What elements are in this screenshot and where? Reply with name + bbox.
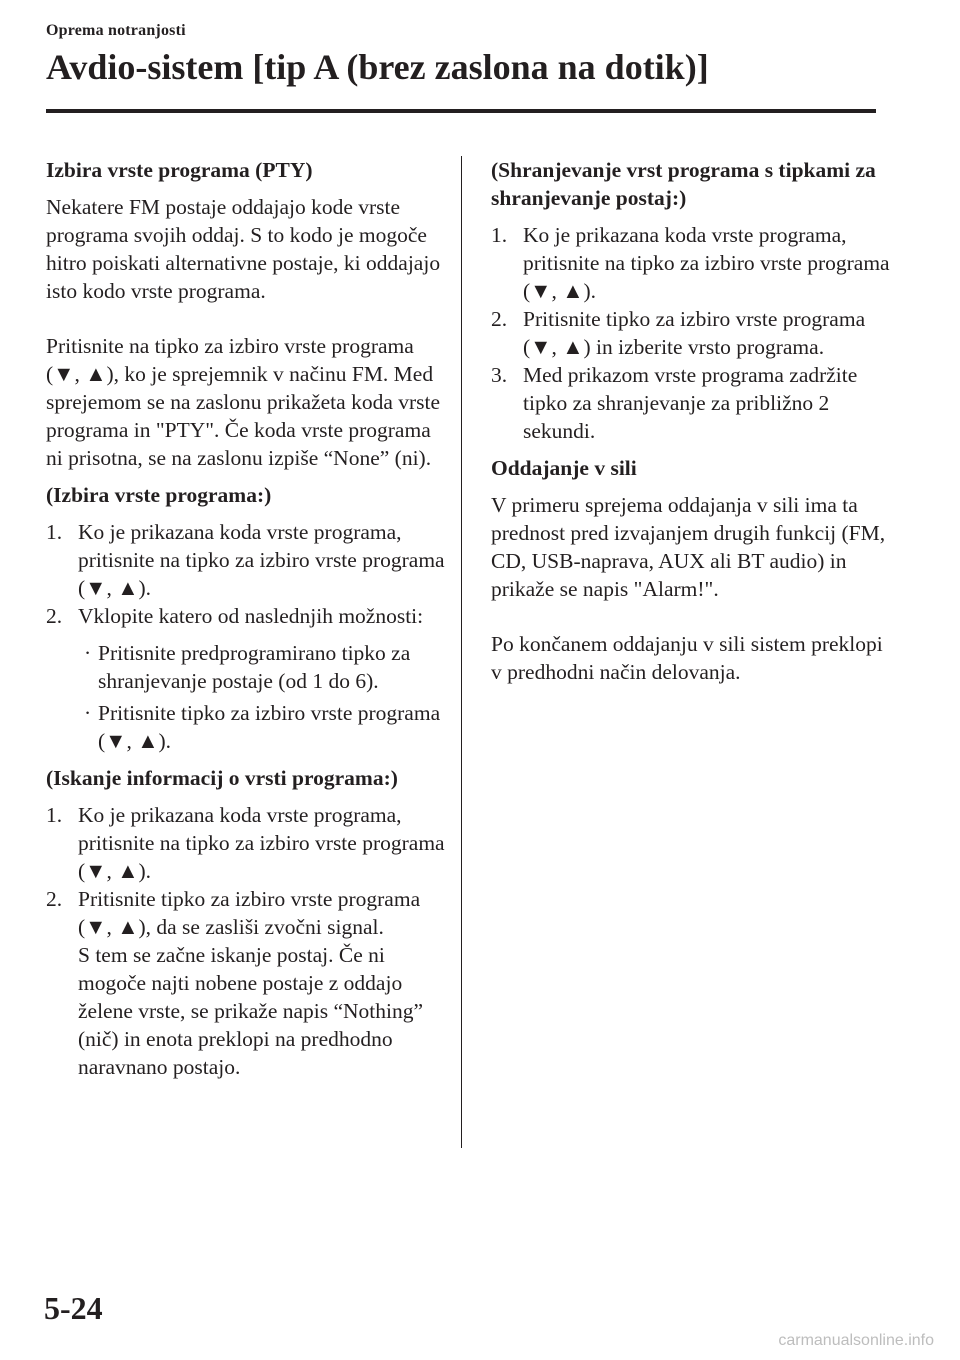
left-column xyxy=(46,156,446,1090)
bullet-item: · Pritisnite predprogramirano tipko za shranjevanje postaje (od 1 do 6). xyxy=(84,641,411,693)
pty-heading: Izbira vrste programa (PTY) xyxy=(46,158,313,182)
list-item: 3. Med prikazom vrste programa zadržite tipko za shranjevanje za približno 2 sekundi. xyxy=(491,363,858,443)
spacer xyxy=(46,314,446,332)
spacer xyxy=(491,612,891,630)
list-item: 1. Ko je prikazana koda vrste programa, pritisnite na tipko za izbiro vrste programa (▼, ▲). xyxy=(46,520,445,600)
pty-intro: Nekatere FM postaje oddajajo kode vrste programa svojih oddaj. S to kodo je mogoče hitro poiskati alternativne postaje, ki oddajajo isto kodo vrste programa. xyxy=(46,195,441,303)
page-number: 5-24 xyxy=(44,1290,103,1326)
search-note: S tem se začne iskanje postaj. Če ni mogoče najti nobene postaje z oddajo želene vrste, se prikaže napis “Nothing” (nič) in enota preklopi na predhodno naravnano postajo. xyxy=(78,943,424,1079)
right-column xyxy=(491,156,891,695)
list-item: 2. Pritisnite tipko za izbiro vrste programa (▼, ▲), da se zasliši zvočni signal. S tem se začne iskanje postaj. Če ni mogoče najti nobene postaje z oddajo želene vrste, se prikaže napis “Nothing” (nič) in enota preklopi na predhodno naravnano postajo. xyxy=(46,885,446,1081)
pty-press-text: Pritisnite na tipko za izbiro vrste programa (▼, ▲), ko je sprejemnik v načinu FM. Med sprejemom se na zaslonu prikažeta koda vrste programa in "PTY". Če koda vrste programa ni prisotna, se na zaslonu izpiše “None” (ni). xyxy=(46,334,441,470)
list-item: 2. Pritisnite tipko za izbiro vrste programa (▼, ▲) in izberite vrsto programa. xyxy=(491,307,866,359)
select-bullets xyxy=(46,639,446,755)
search-heading: (Iskanje informacij o vrsti programa:) xyxy=(46,766,398,790)
bullet-item: · Pritisnite tipko za izbiro vrste programa (▼, ▲). xyxy=(84,701,441,753)
emergency-heading: Oddajanje v sili xyxy=(491,456,637,480)
list-item: 1. Ko je prikazana koda vrste programa, pritisnite na tipko za izbiro vrste programa (▼, ▲). xyxy=(46,803,445,883)
select-steps xyxy=(46,518,446,630)
select-heading: (Izbira vrste programa:) xyxy=(46,483,272,507)
emergency-after-text: Po končanem oddajanju v sili sistem preklopi v predhodni način delovanja. xyxy=(491,632,883,684)
column-divider xyxy=(461,156,462,1148)
store-heading: (Shranjevanje vrst programa s tipkami za shranjevanje postaj:) xyxy=(491,158,876,210)
watermark: carmanualsonline.info xyxy=(778,1332,934,1349)
list-item: 1. Ko je prikazana koda vrste programa, pritisnite na tipko za izbiro vrste programa (▼, ▲). xyxy=(491,223,890,303)
section-label: Oprema notranjosti xyxy=(46,22,186,39)
store-steps xyxy=(491,221,891,445)
page-header xyxy=(46,22,876,90)
search-steps xyxy=(46,801,446,1081)
emergency-text: V primeru sprejema oddajanja v sili ima ta prednost pred izvajanjem drugih funkcij (FM, CD, USB-naprava, AUX ali BT audio) in prikaže se napis "Alarm!". xyxy=(491,493,886,601)
page-title: Avdio-sistem [tip A (brez zaslona na dotik)] xyxy=(46,47,709,87)
list-item: 2. Vklopite katero od naslednjih možnosti: xyxy=(46,604,424,628)
header-rule xyxy=(46,109,876,113)
